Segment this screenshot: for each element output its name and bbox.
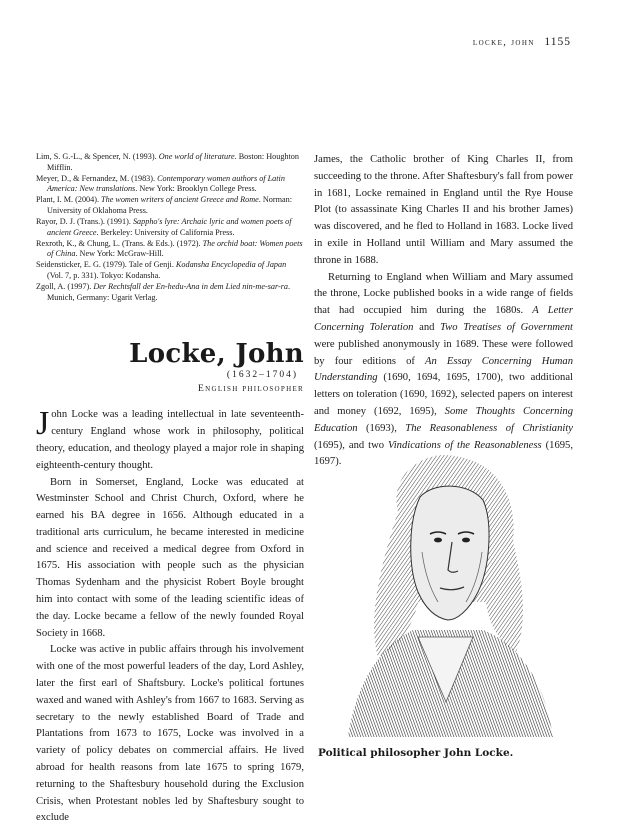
reference-item: Rexroth, K., & Chung, L. (Trans. & Eds.). (1972). The orchid boat: Women poets of China. New York: McGraw-Hill. [36, 238, 303, 259]
page-number: 1155 [544, 36, 571, 48]
entry-subtitle: English philosopher [198, 384, 304, 395]
reference-item: Meyer, D., & Fernandez, M. (1983). Contemporary women authors of Latin America: New translations. New York: Brooklyn College Press. [36, 173, 285, 194]
portrait-engraving [318, 452, 573, 737]
right-column [314, 152, 573, 471]
running-title: locke, john [472, 37, 535, 48]
reference-item: Zgoll, A. (1997). Der Rechtsfall der En-hedu-Ana in dem Lied nin-me-sar-ra. Munich, Germany: Ugarit Verlag. [36, 282, 291, 302]
reference-item: Plant, I. M. (2004). The women writers of ancient Greece and Rome. Norman: University of Oklahoma Press. [36, 195, 292, 215]
entry-dates: (1632–1704) [226, 370, 298, 381]
entry-title: Locke, John [129, 339, 304, 370]
reference-item: Rayor, D. J. (Trans.). (1991). Sappho's lyre: Archaic lyric and women poets of ancient Greece. Berkeley: University of California Press. [36, 217, 292, 237]
paragraph: Returning to England when William and Mary assumed the throne, Locke published books in a wide range of fields that had occupied him during the 1680s. A Letter Concerning Toleration and Two Treatises of Government were published anonymously in 1689. These were followed by four editions of An Essay Concerning Human Understanding (1690, 1694, 1695, 1700), two additional letters on toleration (1690, 1692), selected papers on interest and money (1692, 1695), Some Thoughts Concerning Education (1693), The Reasonableness of Christianity (1695), and two Vindications of the Reasonableness (1695, 1697). [314, 271, 574, 468]
paragraph: John Locke was a leading intellectual in late seventeenth-century England whose work in philosophy, political theory, education, and theology played a major role in shaping eighteenth-century thought. [36, 405, 304, 471]
entry-heading [36, 339, 304, 395]
paragraph: Born in Somerset, England, Locke was educated at Westminster School and Christ Church, Oxford, where he earned his BA degree in 1656. Although educated in a traditional arts curriculum, he became interested in medicine and science and received a medical degree from Oxford in 1675. His association with people such as the physician Thomas Sydenham and the physicist Robert Boyle brought him into contact with some of the leading scientific ideas of the day. Locke became a fellow of the newly founded Royal Society in 1668. [36, 476, 304, 639]
article-body-left [36, 407, 304, 827]
paragraph: James, the Catholic brother of King Charles II, from succeeding to the throne. After Shaftesbury's fall from power in 1681, Locke remained in England until the Rye House Plot (to assassinate King Charles II and his brother James) was discovered, and he fled to Holland in 1683. Locke lived in exile in Holland until William and Mary assumed the throne in 1688. [314, 154, 573, 266]
figure-caption: Political philosopher John Locke. [318, 747, 514, 759]
left-column [36, 152, 304, 827]
reference-item: Seidensticker, E. G. (1979). Tale of Genji. Kodansha Encyclopedia of Japan (Vol. 7, p. 331). Tokyo: Kodansha. [36, 260, 287, 281]
paragraph: Locke was active in public affairs through his involvement with one of the most powerful leaders of the day, Lord Ashley, later the first earl of Shaftsbury. Locke's political fortunes waxed and waned with Ashley's from 1667 to 1683. Serving as secretary to the newly established Board of Trade and Plantations from 1673 to 1675, Locke was involved in a variety of policy debates on commercial affairs. He lived abroad for health reasons from late 1675 to spring 1679, returning to the Shaftesbury household during the Exclusion Crisis, when Protestant nobles led by Shaftesbury sought to exclude [36, 644, 304, 824]
running-head [473, 36, 571, 48]
reference-item: Lim, S. G.-L., & Spencer, N. (1993). One world of literature. Boston: Houghton Mifflin. [36, 152, 299, 172]
reference-list [36, 152, 304, 303]
drop-cap: J [36, 405, 50, 443]
